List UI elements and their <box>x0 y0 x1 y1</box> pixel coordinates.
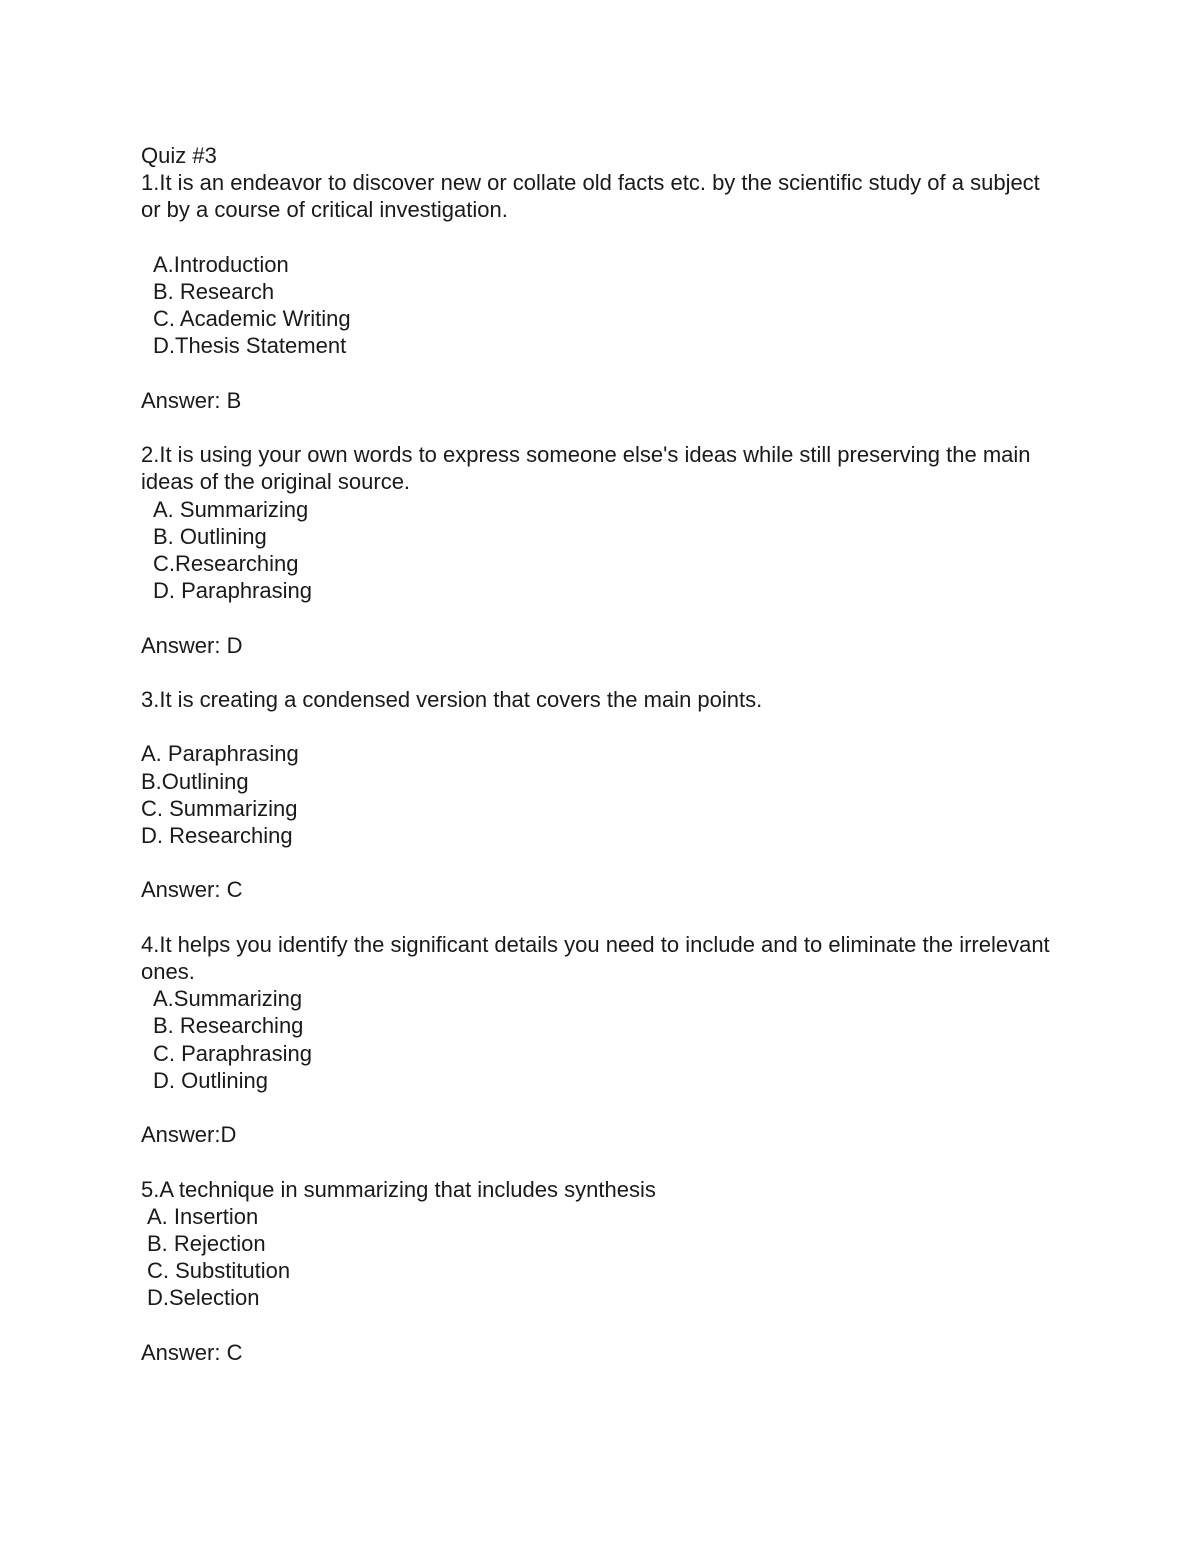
question-4-choice-c: C. Paraphrasing <box>153 1040 312 1066</box>
question-2-text: 2.It is using your own words to express someone else's ideas while still preserving the main ideas of the original source. <box>141 442 1031 495</box>
question-1-answer: Answer: B <box>141 387 242 413</box>
question-1-choice-a: A.Introduction <box>153 251 289 277</box>
question-2-choice-c: C.Researching <box>153 551 299 576</box>
question-3-choice-a: A. Paraphrasing <box>141 741 299 767</box>
question-2 <box>141 441 1061 659</box>
question-3-choice-b: B.Outlining <box>141 768 249 794</box>
question-4-choice-d: D. Outlining <box>153 1067 268 1093</box>
question-1 <box>141 169 1061 414</box>
quiz-document <box>141 142 1061 1366</box>
quiz-title: Quiz #3 <box>141 143 217 168</box>
question-5-choice-b: B. Rejection <box>147 1230 266 1256</box>
question-2-answer: Answer: D <box>141 632 243 658</box>
question-3-answer: Answer: C <box>141 877 243 903</box>
question-5-choice-a: A. Insertion <box>147 1203 259 1229</box>
question-4-answer: Answer:D <box>141 1122 237 1148</box>
question-5-choice-d: D.Selection <box>147 1285 260 1311</box>
question-3-choice-c: C. Summarizing <box>141 795 298 821</box>
question-3 <box>141 686 1061 904</box>
question-5-answer: Answer: C <box>141 1339 243 1365</box>
question-3-text: 3.It is creating a condensed version that covers the main points. <box>141 686 763 712</box>
question-2-choice-a: A. Summarizing <box>153 496 309 522</box>
question-1-text: 1.It is an endeavor to discover new or collate old facts etc. by the scientific study of a subject or by a course of critical investigation. <box>141 170 1040 223</box>
question-1-choice-d: D.Thesis Statement <box>153 333 347 359</box>
question-4 <box>141 931 1061 1149</box>
question-1-choice-b: B. Research <box>153 279 275 304</box>
question-3-choice-d: D. Researching <box>141 822 293 848</box>
question-2-choice-b: B. Outlining <box>153 523 267 549</box>
question-2-choice-d: D. Paraphrasing <box>153 578 312 604</box>
question-1-choice-c: C. Academic Writing <box>153 306 351 332</box>
question-4-choice-b: B. Researching <box>153 1013 304 1039</box>
question-4-choice-a: A.Summarizing <box>153 986 303 1012</box>
question-4-text: 4.It helps you identify the significant details you need to include and to eliminate the irrelevant ones. <box>141 931 1050 984</box>
question-5-text: 5.A technique in summarizing that includes synthesis <box>141 1176 656 1202</box>
question-5-choice-c: C. Substitution <box>147 1258 291 1284</box>
question-5 <box>141 1176 1061 1366</box>
